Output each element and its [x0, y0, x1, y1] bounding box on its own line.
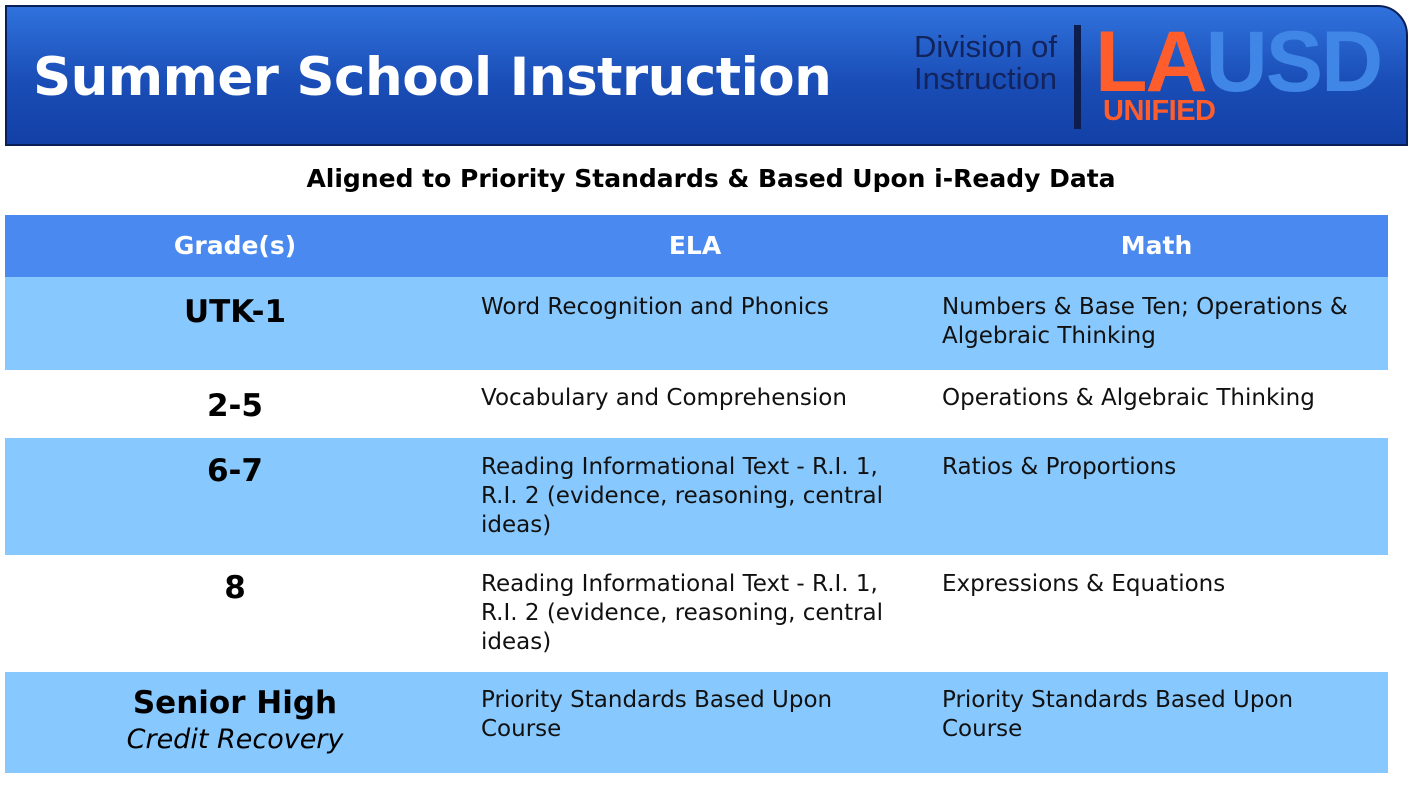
ela-cell: Reading Informational Text - R.I. 1, R.I. 2 (evidence, reasoning, central ideas): [481, 571, 884, 655]
logo-letters-usd: USD: [1205, 14, 1382, 110]
logo-letter-l: L: [1095, 14, 1146, 110]
division-line-1: Division of: [914, 29, 1057, 64]
header-banner: [5, 5, 1408, 146]
table-row: [5, 438, 1388, 555]
table-row: [5, 370, 1388, 438]
logo-unified: UNIFIED: [1103, 95, 1216, 127]
division-label: [887, 31, 1057, 95]
math-cell: Priority Standards Based Upon Course: [942, 687, 1294, 742]
grade-cell: Senior High: [132, 685, 338, 721]
ela-cell: Reading Informational Text - R.I. 1, R.I. 2 (evidence, reasoning, central ideas): [481, 454, 884, 538]
division-line-2: Instruction: [913, 61, 1057, 96]
math-cell: Operations & Algebraic Thinking: [942, 385, 1315, 411]
grade-cell: 8: [224, 570, 246, 606]
logo-letter-a: A: [1145, 14, 1206, 110]
math-cell: Expressions & Equations: [942, 571, 1226, 597]
math-cell: Ratios & Proportions: [942, 454, 1177, 480]
grade-cell: UTK-1: [183, 294, 287, 330]
ela-cell: Word Recognition and Phonics: [481, 294, 829, 320]
subtitle: Aligned to Priority Standards & Based Upon i-Ready Data: [306, 164, 1116, 193]
table-row: [5, 672, 1388, 773]
column-header-ela: ELA: [668, 231, 722, 260]
lausd-logo: [1095, 14, 1407, 137]
grade-cell: 6-7: [206, 453, 263, 489]
ela-cell: Vocabulary and Comprehension: [481, 385, 847, 411]
column-header-grades: Grade(s): [173, 231, 297, 260]
grade-note: Credit Recovery: [126, 724, 344, 755]
table-header-row: [5, 215, 1388, 277]
header-divider: [1074, 25, 1081, 129]
table-row: [5, 555, 1388, 672]
lausd-logo-letters: [1095, 14, 1382, 110]
math-cell: Numbers & Base Ten; Operations & Algebraic Thinking: [942, 294, 1348, 349]
ela-cell: Priority Standards Based Upon Course: [481, 687, 833, 742]
column-header-math: Math: [1120, 231, 1193, 260]
table-row: [5, 277, 1388, 370]
grade-cell: 2-5: [206, 388, 263, 424]
page-title: Summer School Instruction: [33, 47, 832, 108]
